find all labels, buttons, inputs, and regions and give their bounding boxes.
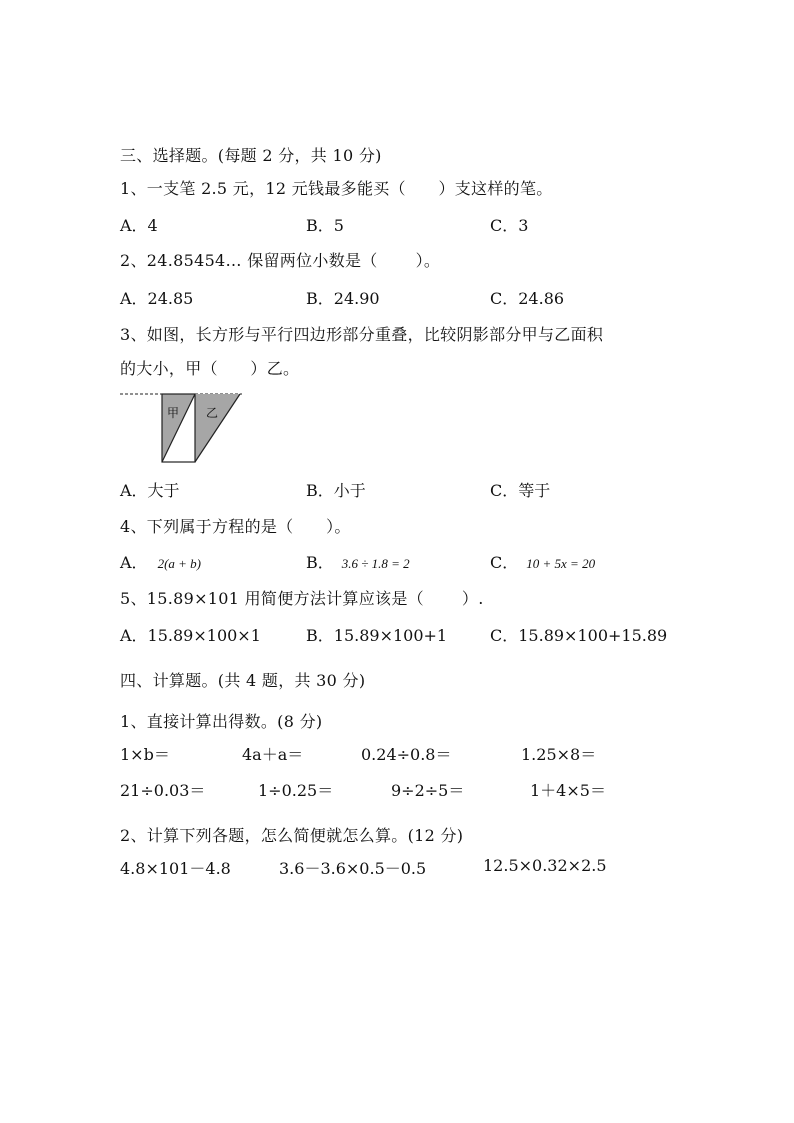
question-5-text: 5、15.89×101 用简便方法计算应该是（ ）.	[120, 589, 484, 608]
calc-item-1-1: 1×b＝	[120, 745, 170, 764]
q3-option-a: A．大于	[120, 481, 180, 500]
q5-option-c: C．15.89×100+15.89	[490, 626, 668, 645]
label-jia: 甲	[167, 406, 180, 420]
q5-option-b: B．15.89×100+1	[306, 626, 448, 645]
calc-item-1-2: 4a＋a＝	[242, 745, 304, 764]
q1-option-c: C．3	[490, 216, 529, 235]
calc-item-2-1: 21÷0.03＝	[120, 781, 206, 800]
calc-question-2-text: 2、计算下列各题，怎么简便就怎么算。(12 分)	[120, 826, 464, 845]
q1-option-a: A．4	[120, 216, 158, 235]
q4-option-b	[306, 550, 410, 573]
label-yi: 乙	[206, 406, 219, 420]
question-3-text-line-2: 的大小，甲（ ）乙。	[120, 359, 300, 378]
q4-option-a-expr: 2(a + b)	[157, 556, 201, 571]
q1-option-b: B．5	[306, 216, 344, 235]
q4-option-c	[490, 550, 595, 573]
q2-option-a: A．24.85	[120, 289, 194, 308]
rectangle-parallelogram-figure	[118, 386, 248, 466]
q4-option-c-label: C．	[490, 553, 519, 572]
calc-item-2-4: 1＋4×5＝	[530, 781, 606, 800]
calc-expression-2: 3.6－3.6×0.5－0.5	[279, 859, 427, 878]
q3-option-c: C．等于	[490, 481, 551, 500]
section-4-heading: 四、计算题。(共 4 题，共 30 分)	[120, 671, 366, 690]
calc-expression-1: 4.8×101－4.8	[120, 859, 231, 878]
calc-item-2-3: 9÷2÷5＝	[391, 781, 465, 800]
q4-option-c-expr: 10 + 5x = 20	[526, 556, 596, 571]
calc-item-1-3: 0.24÷0.8＝	[361, 745, 452, 764]
q4-option-b-expr: 3.6 ÷ 1.8 = 2	[341, 556, 410, 571]
q5-option-a: A．15.89×100×1	[120, 626, 261, 645]
calc-item-1-4: 1.25×8＝	[521, 745, 597, 764]
question-2-text: 2、24.85454… 保留两位小数是（ ）。	[120, 251, 441, 270]
q4-option-b-label: B．	[306, 553, 334, 572]
question-4-text: 4、下列属于方程的是（ ）。	[120, 517, 351, 536]
q3-option-b: B．小于	[306, 481, 366, 500]
q2-option-c: C．24.86	[490, 289, 565, 308]
q4-option-a-label: A．	[120, 553, 148, 572]
q4-option-a	[120, 550, 201, 573]
question-1-text: 1、一支笔 2.5 元，12 元钱最多能买（ ）支这样的笔。	[120, 179, 553, 198]
calc-item-2-2: 1÷0.25＝	[258, 781, 334, 800]
calc-expression-3: 12.5×0.32×2.5	[483, 856, 607, 875]
q2-option-b: B．24.90	[306, 289, 380, 308]
calc-question-1-text: 1、直接计算出得数。(8 分)	[120, 712, 323, 731]
question-3-text-line-1: 3、如图，长方形与平行四边形部分重叠，比较阴影部分甲与乙面积	[120, 325, 604, 344]
section-3-heading: 三、选择题。(每题 2 分，共 10 分)	[120, 146, 382, 165]
